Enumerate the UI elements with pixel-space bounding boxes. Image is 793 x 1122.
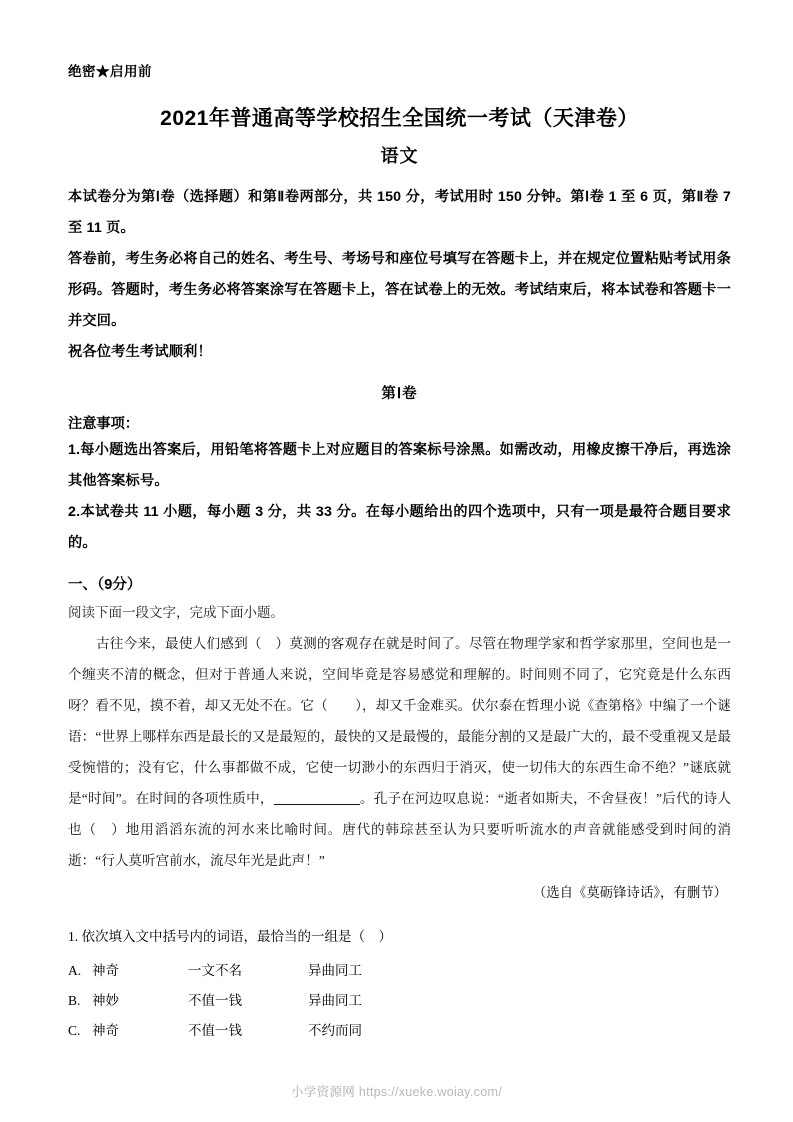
option-label: C. <box>68 1023 81 1038</box>
option-word-1: 神奇 <box>92 963 119 978</box>
option-word-2: 不值一钱 <box>188 993 242 1008</box>
option-word-2: 不值一钱 <box>188 1023 242 1038</box>
watermark-brand: 小学资源网 <box>291 1085 356 1099</box>
question-1-stem: 1. 依次填入文中括号内的词语，最恰当的一组是（ ） <box>68 929 392 944</box>
question-1-option-c[interactable] <box>68 1016 731 1046</box>
notice-label: 注意事项： <box>68 416 139 432</box>
watermark <box>0 1082 793 1100</box>
question-1-option-b[interactable] <box>68 986 731 1016</box>
subject-title: 语文 <box>380 146 419 166</box>
option-word-3: 异曲同工 <box>308 993 362 1008</box>
option-word-1: 神妙 <box>92 993 119 1008</box>
part-one-lead: 阅读下面一段文字，完成下面小题。 <box>68 605 284 620</box>
option-label: A. <box>68 963 82 978</box>
passage-attribution: （选自《莫砺锋诗话》，有删节） <box>532 885 727 900</box>
passage-text-a: 古往今来，最使人们感到（ ）莫测的客观存在就是时间了。尽管在物理学家和哲学家那里，空间也是一个缠夹不清的概念，但对于普通人来说，空间毕竟是容易感觉和理解的。时间则不同了，它究竟是什么东西呀？看不见，摸不着，却又无处不在。它（ ），却又千金难买。伏尔泰在哲理小说《查第格》中编了一个谜语：“世界上哪样东西是最长的又是最短的，最快的又是最慢的，最能分割的又是最广大的，最不受重视又是最受惋惜的；没有它，什么事都做不成，它使一切渺小的东西归于消灭，使一切伟大的东西生命不绝？”谜底就是“时间”。在时间的各项性质中， <box>68 636 731 806</box>
part-one-heading: 一、（9分） <box>68 577 142 593</box>
notice-item-2: 2.本试卷共 11 小题，每小题 3 分，共 33 分。在每小题给出的四个选项中，只有一项是最符合题目要求的。 <box>68 504 731 551</box>
option-word-1: 神奇 <box>92 1023 119 1038</box>
instruction-paragraph-2: 答卷前，考生务必将自己的姓名、考生号、考场号和座位号填写在答题卡上，并在规定位置粘贴考试用条形码。答题时，考生务必将答案涂写在答题卡上，答在试卷上的无效。考试结束后，将本试卷和答题卡一并交回。 <box>68 251 731 329</box>
option-word-2: 一文不名 <box>188 963 242 978</box>
option-word-3: 不约而同 <box>308 1023 362 1038</box>
page-title: 2021年普通高等学校招生全国统一考试（天津卷） <box>160 107 639 130</box>
notice-item-1: 1.每小题选出答案后，用铅笔将答题卡上对应题目的答案标号涂黑。如需改动，用橡皮擦干净后，再选涂其他答案标号。 <box>68 442 731 489</box>
fill-blank-line <box>274 804 360 805</box>
question-1-option-a[interactable] <box>68 956 731 986</box>
passage-text-b: 。孔子在河边叹息说：“逝者如斯夫，不舍昼夜！”后代的诗人也（ ）地用滔滔东流的河水来比喻时间。唐代的韩琮甚至认为只要听听流水的声音就能感受到时间的消逝：“行人莫听宫前水，流尽年光是此声！” <box>68 791 731 868</box>
instruction-paragraph-1: 本试卷分为第Ⅰ卷（选择题）和第Ⅱ卷两部分，共 150 分，考试用时 150 分钟。第Ⅰ卷 1 至 6 页，第Ⅱ卷 7 至 11 页。 <box>68 189 731 236</box>
reading-passage <box>68 628 731 876</box>
section-label-part-one: 第Ⅰ卷 <box>381 386 418 402</box>
option-label: B. <box>68 993 81 1008</box>
secret-notice: 绝密★启用前 <box>68 64 152 79</box>
instruction-paragraph-3: 祝各位考生考试顺利！ <box>68 344 212 360</box>
option-word-3: 异曲同工 <box>308 963 362 978</box>
watermark-url: https://xueke.woiay.com/ <box>358 1085 502 1099</box>
